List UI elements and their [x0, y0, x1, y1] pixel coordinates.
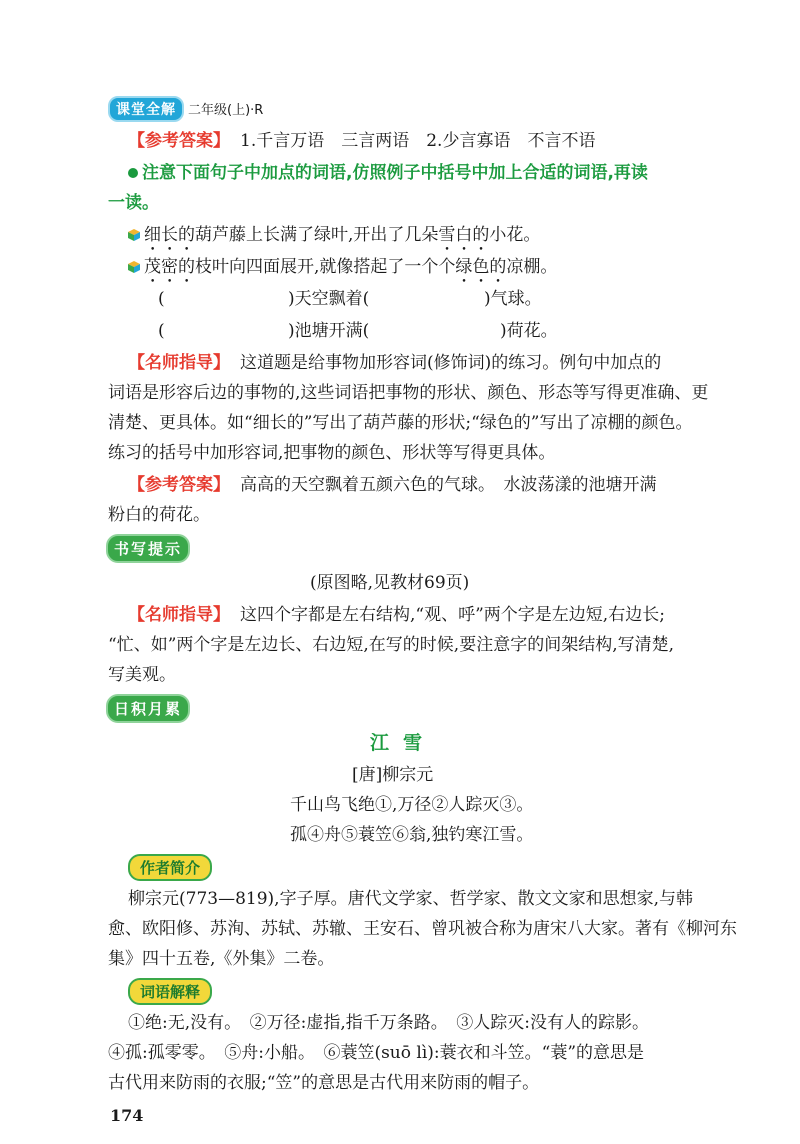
teacher-guide-1-line-2: 词语是形容后边的事物的,这些词语把事物的形状、颜色、形态等写得更准确、更	[108, 383, 709, 403]
blank-row-2-mid: )池塘开满(	[288, 321, 370, 341]
glossary-line-1: ①绝:无,没有。 ②万径:虚指,指千万条路。 ③人踪灭:没有人的踪影。	[128, 1013, 649, 1033]
poem-author: [唐]柳宗元	[352, 765, 434, 785]
teacher-guide-1-line-1: 【名师指导】 这道题是给事物加形容词(修饰词)的练习。例句中加点的	[128, 353, 662, 373]
glossary-tag: 词语解释	[128, 978, 212, 1005]
page-number: 174	[110, 1106, 144, 1125]
author-intro-line-2: 愈、欧阳修、苏洵、苏轼、苏辙、王安石、曾巩被合称为唐宋八大家。著有《柳河东	[108, 919, 737, 939]
cube-bullet-icon	[128, 229, 140, 241]
answer-1	[128, 126, 595, 156]
teacher-guide-2-line-1: 【名师指导】 这四个字都是左右结构,“观、呼”两个字是左边短,右边长;	[128, 605, 665, 625]
answer-2-line-2: 粉白的荷花。	[108, 505, 210, 525]
glossary-line-2: ④孤:孤零零。 ⑤舟:小船。 ⑥蓑笠(suō lì):蓑衣和斗笠。“蓑”的意思是	[108, 1043, 645, 1063]
blank-row-1-end: )气球。	[484, 289, 542, 309]
blank-row-2-end: )荷花。	[500, 321, 558, 341]
poem-line-2: 孤④舟⑤蓑笠⑥翁,独钓寒江雪。	[290, 825, 534, 845]
answer-2-line-1: 【参考答案】 高高的天空飘着五颜六色的气球。 水波荡漾的池塘开满	[128, 475, 657, 495]
author-intro-line-1: 柳宗元(773—819),字子厚。唐代文学家、哲学家、散文文家和思想家,与韩	[128, 889, 693, 909]
example-sentence-2: 茂密的枝叶向四面展开,就像搭起了一个个绿色的凉棚。	[128, 252, 557, 287]
teacher-guide-2-line-3: 写美观。	[108, 665, 176, 685]
author-intro-tag: 作者简介	[128, 854, 212, 881]
section-pill-accumulate: 日积月累	[106, 694, 190, 723]
teacher-guide-2-line-2: “忙、如”两个字是左边长、右边短,在写的时候,要注意字的间架结构,写清楚,	[108, 635, 674, 655]
poem-title: 江雪	[370, 732, 437, 754]
instruction-line-1: 注意下面句子中加点的词语,仿照例子中括号中加上合适的词语,再读	[128, 158, 648, 188]
blank-row-2: (	[158, 321, 165, 341]
glossary-line-3: 古代用来防雨的衣服;“笠”的意思是古代用来防雨的帽子。	[108, 1073, 540, 1093]
blank-row-1-mid: )天空飘着(	[288, 289, 370, 309]
section-pill-writing: 书写提示	[106, 534, 190, 563]
page-header	[108, 96, 263, 122]
teacher-guide-1-line-3: 清楚、更具体。如“细长的”写出了葫芦藤的形状;“绿色的”写出了凉棚的颜色。	[108, 413, 693, 433]
blank-row-1: (	[158, 289, 165, 309]
figure-omitted-note: (原图略,见教材69页)	[310, 573, 470, 593]
instruction-line-2: 一读。	[108, 193, 159, 213]
cube-bullet-icon	[128, 261, 140, 273]
answer-text: 1.千言万语 三言两语 2.少言寡语 不言不语	[240, 131, 596, 151]
bullet-dot-icon	[128, 168, 138, 178]
series-badge: 课堂全解	[108, 96, 184, 122]
grade-label: 二年级(上)·R	[188, 103, 264, 118]
answer-label: 【参考答案】	[128, 131, 230, 151]
poem-line-1: 千山鸟飞绝①,万径②人踪灭③。	[290, 795, 534, 815]
example-sentence-1: 细长的葫芦藤上长满了绿叶,开出了几朵雪白的小花。	[128, 220, 540, 255]
author-intro-line-3: 集》四十五卷,《外集》二卷。	[108, 949, 335, 969]
teacher-guide-1-line-4: 练习的括号中加形容词,把事物的颜色、形状等写得更具体。	[108, 443, 556, 463]
